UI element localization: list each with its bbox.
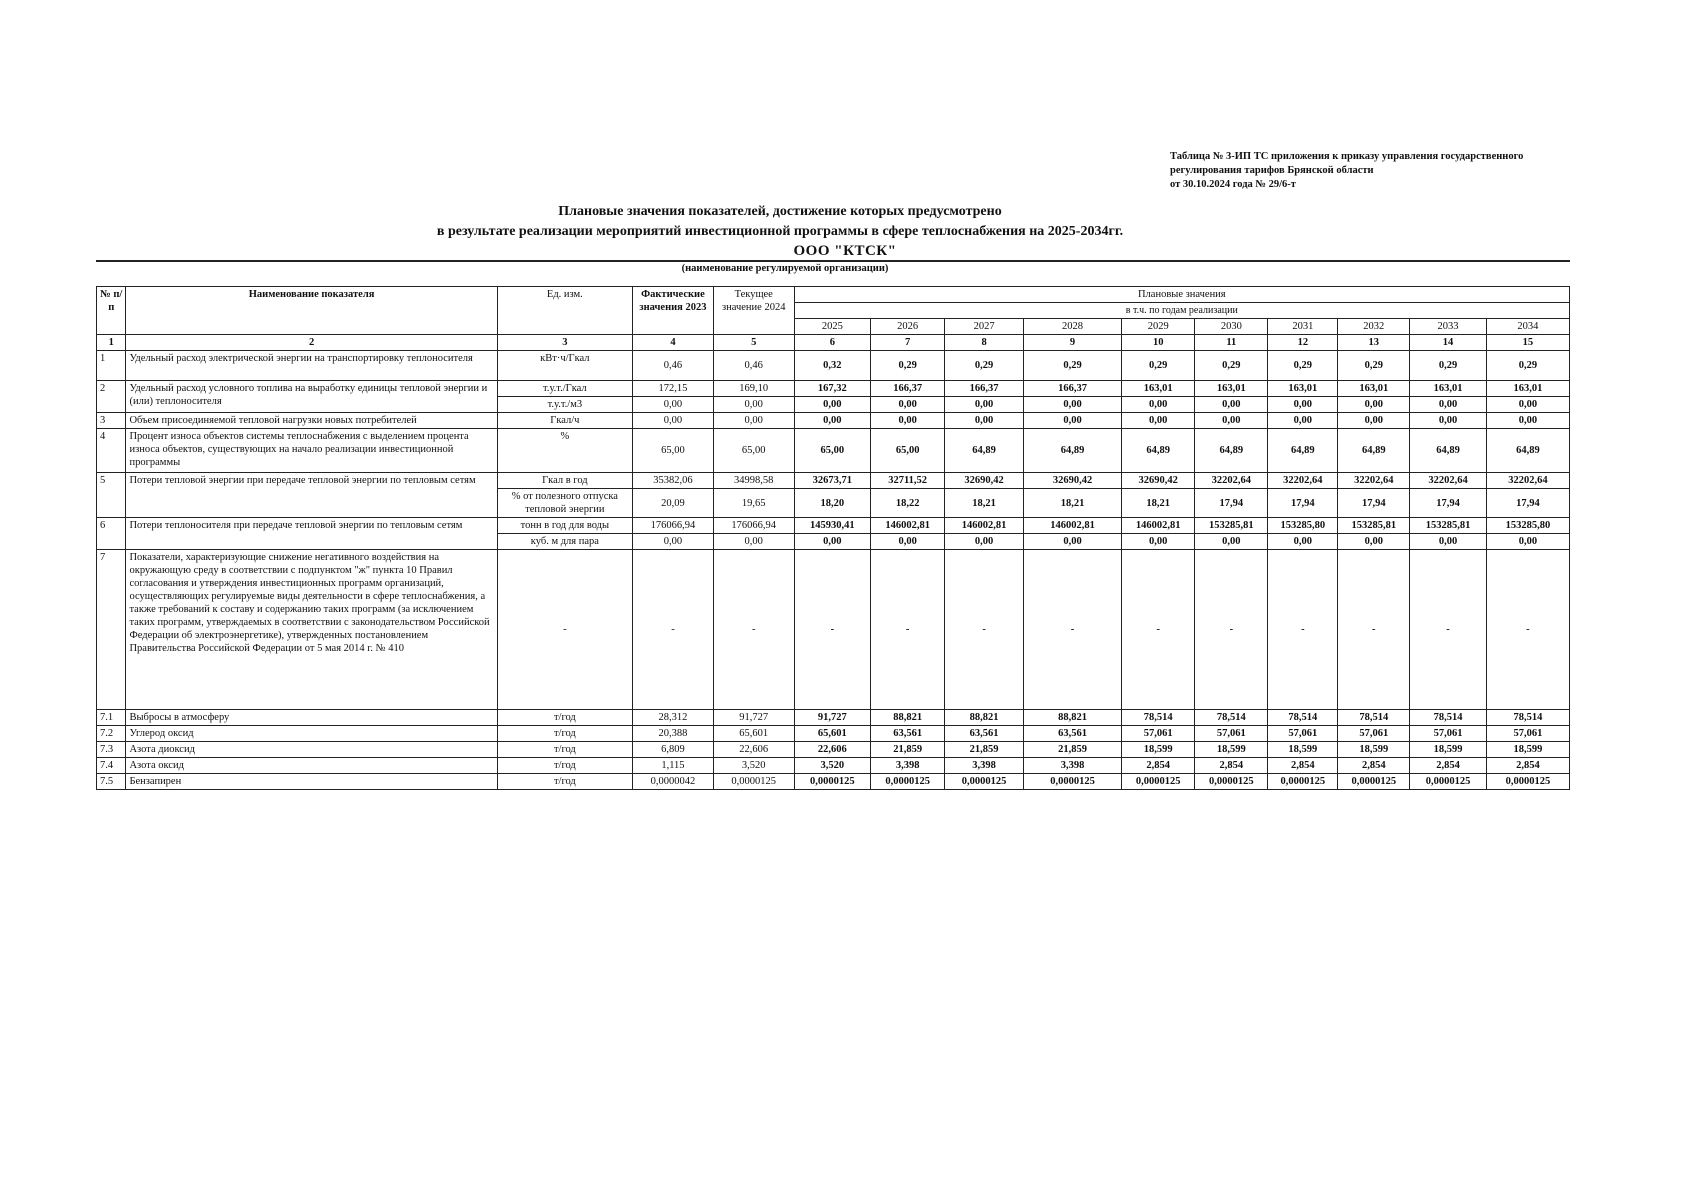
value-cell: - [633,550,714,710]
value-cell: - [1268,550,1338,710]
value-cell: 64,89 [1122,429,1195,473]
value-cell: 166,37 [871,381,945,397]
indicator-name: Выбросы в атмосферу [126,710,497,726]
value-cell: 57,061 [1195,726,1268,742]
value-cell: 0,46 [633,351,714,381]
value-cell: 0,0000125 [1486,774,1569,790]
value-cell: 78,514 [1410,710,1486,726]
table-row [97,429,1570,473]
unit-cell: кВт·ч/Гкал [497,351,632,381]
value-cell: 32673,71 [794,473,870,489]
value-cell: 18,22 [871,489,945,518]
unit-cell: т/год [497,742,632,758]
value-cell: 0,29 [1122,351,1195,381]
unit-cell: % [497,429,632,473]
value-cell: 18,599 [1268,742,1338,758]
value-cell: 78,514 [1268,710,1338,726]
value-cell: 18,21 [1023,489,1121,518]
document-title-line-1: Плановые значения показателей, достижение которых предусмотрено [558,204,1002,219]
value-cell: 0,0000125 [1122,774,1195,790]
value-cell: 146002,81 [945,518,1024,534]
indicator-name: Показатели, характеризующие снижение негативного воздействия на окружающую среду в соответствии с подпунктом "ж" пункта 10 Правил согласования и утверждения инвестиционных программ организаций, осуществляющих регулируемые виды деятельности в сфере теплоснабжения, а также требований к составу и содержанию таких программ (за исключением таких программ, утверждаемых в соответствии с законодательством Российской Федерации об электроэнергетике), утвержденных постановлением Правительства Российской Федерации от 5 мая 2014 г. № 410 [126,550,497,710]
value-cell: 18,21 [1122,489,1195,518]
value-cell: 0,00 [633,413,714,429]
header-column-number: 15 [1486,335,1569,351]
value-cell: 176066,94 [713,518,794,534]
value-cell: 163,01 [1195,381,1268,397]
value-cell: 20,388 [633,726,714,742]
value-cell: 2,854 [1410,758,1486,774]
value-cell: 169,10 [713,381,794,397]
value-cell: 0,00 [1486,413,1569,429]
value-cell: 2,854 [1195,758,1268,774]
value-cell: 65,601 [794,726,870,742]
value-cell: - [1122,550,1195,710]
value-cell: 0,00 [1410,534,1486,550]
value-cell: 28,312 [633,710,714,726]
header-column-number: 14 [1410,335,1486,351]
row-number: 7.1 [97,710,126,726]
value-cell: 163,01 [1410,381,1486,397]
row-number: 7.5 [97,774,126,790]
value-cell: 1,115 [633,758,714,774]
header-no: № п/п [97,287,126,335]
value-cell: 176066,94 [633,518,714,534]
value-cell: 0,29 [1268,351,1338,381]
table-row [97,518,1570,534]
value-cell: 0,0000125 [871,774,945,790]
value-cell: 0,00 [713,534,794,550]
table-body [97,351,1570,790]
value-cell: 153285,80 [1486,518,1569,534]
organization-name: ООО "КТСК" [793,243,897,259]
row-number: 7.4 [97,758,126,774]
header-year: 2025 [794,319,870,335]
value-cell: 18,599 [1122,742,1195,758]
row-number: 5 [97,473,126,518]
indicator-name: Бензапирен [126,774,497,790]
value-cell: 0,00 [794,534,870,550]
row-number: 3 [97,413,126,429]
value-cell: 0,0000125 [1268,774,1338,790]
value-cell: 0,0000125 [1023,774,1121,790]
value-cell: 0,00 [1023,534,1121,550]
value-cell: 17,94 [1268,489,1338,518]
table-row [97,473,1570,489]
value-cell: - [1338,550,1410,710]
header-by-years: в т.ч. по годам реализации [794,303,1569,319]
value-cell: 3,520 [713,758,794,774]
indicator-name: Азота оксид [126,758,497,774]
header-year: 2032 [1338,319,1410,335]
value-cell: 63,561 [871,726,945,742]
value-cell: 57,061 [1268,726,1338,742]
table-row [97,550,1570,710]
value-cell: 0,00 [1195,413,1268,429]
value-cell: 65,00 [794,429,870,473]
value-cell: 35382,06 [633,473,714,489]
value-cell: 0,00 [1195,397,1268,413]
value-cell: 0,29 [1338,351,1410,381]
value-cell: 32690,42 [1023,473,1121,489]
header-column-number: 11 [1195,335,1268,351]
value-cell: 0,00 [1268,534,1338,550]
value-cell: 0,0000125 [1410,774,1486,790]
header-year: 2031 [1268,319,1338,335]
header-column-number: 10 [1122,335,1195,351]
value-cell: 64,89 [1410,429,1486,473]
header-column-number: 8 [945,335,1024,351]
header-column-number: 6 [794,335,870,351]
value-cell: 146002,81 [871,518,945,534]
header-column-number: 12 [1268,335,1338,351]
header-year: 2033 [1410,319,1486,335]
order-reference-note [1170,150,1590,192]
header-name: Наименование показателя [126,287,497,335]
value-cell: 153285,81 [1338,518,1410,534]
value-cell: 3,398 [871,758,945,774]
value-cell: 0,00 [1122,413,1195,429]
value-cell: 78,514 [1122,710,1195,726]
value-cell: 32202,64 [1338,473,1410,489]
value-cell: 64,89 [1338,429,1410,473]
value-cell: 63,561 [945,726,1024,742]
table-row [97,774,1570,790]
header-current: Текущее значение 2024 [713,287,794,335]
order-reference-line-3: от 30.10.2024 года № 29/6-т [1170,179,1296,190]
unit-cell: т/год [497,726,632,742]
value-cell: - [945,550,1024,710]
header-year: 2026 [871,319,945,335]
value-cell: 145930,41 [794,518,870,534]
value-cell: 57,061 [1486,726,1569,742]
indicator-name: Азота диоксид [126,742,497,758]
value-cell: 0,00 [871,413,945,429]
value-cell: 3,398 [1023,758,1121,774]
header-column-number: 13 [1338,335,1410,351]
value-cell: - [713,550,794,710]
value-cell: 0,0000125 [1195,774,1268,790]
unit-cell: Гкал/ч [497,413,632,429]
row-number: 7.2 [97,726,126,742]
value-cell: - [871,550,945,710]
unit-cell: т.у.т./м3 [497,397,632,413]
value-cell: 0,00 [633,534,714,550]
unit-cell: т/год [497,710,632,726]
value-cell: 64,89 [1023,429,1121,473]
value-cell: 32202,64 [1410,473,1486,489]
value-cell: 153285,80 [1268,518,1338,534]
value-cell: 163,01 [1268,381,1338,397]
value-cell: 65,00 [871,429,945,473]
value-cell: 22,606 [713,742,794,758]
header-year: 2034 [1486,319,1569,335]
value-cell: 18,599 [1338,742,1410,758]
value-cell: 18,599 [1486,742,1569,758]
header-column-numbers-row [97,335,1570,351]
value-cell: 3,520 [794,758,870,774]
header-year: 2027 [945,319,1024,335]
header-year: 2030 [1195,319,1268,335]
value-cell: 0,0000125 [713,774,794,790]
row-number: 4 [97,429,126,473]
value-cell: 166,37 [945,381,1024,397]
value-cell: 18,21 [945,489,1024,518]
unit-cell: т/год [497,774,632,790]
value-cell: 64,89 [1268,429,1338,473]
unit-cell: т/год [497,758,632,774]
row-number: 7.3 [97,742,126,758]
value-cell: 32711,52 [871,473,945,489]
value-cell: 0,29 [1195,351,1268,381]
value-cell: 21,859 [945,742,1024,758]
value-cell: 163,01 [1122,381,1195,397]
value-cell: 17,94 [1486,489,1569,518]
value-cell: 0,0000125 [1338,774,1410,790]
table-row [97,710,1570,726]
document-title-line-2: в результате реализации мероприятий инвестиционной программы в сфере теплоснабжения на 2025-2034гг. [436,224,1124,239]
unit-cell: тонн в год для воды [497,518,632,534]
indicator-name: Удельный расход условного топлива на выработку единицы тепловой энергии и (или) теплоносителя [126,381,497,413]
header-column-number: 1 [97,335,126,351]
value-cell: 0,00 [1338,397,1410,413]
value-cell: 0,00 [945,413,1024,429]
header-year: 2029 [1122,319,1195,335]
table-row [97,413,1570,429]
unit-cell: - [497,550,632,710]
value-cell: 0,32 [794,351,870,381]
table-row [97,726,1570,742]
value-cell: 0,00 [1023,397,1121,413]
value-cell: 163,01 [1486,381,1569,397]
value-cell: 65,601 [713,726,794,742]
value-cell: 64,89 [1195,429,1268,473]
value-cell: 172,15 [633,381,714,397]
value-cell: 18,20 [794,489,870,518]
value-cell: - [1195,550,1268,710]
value-cell: 0,00 [1122,397,1195,413]
header-column-number: 5 [713,335,794,351]
header-column-number: 7 [871,335,945,351]
value-cell: 20,09 [633,489,714,518]
value-cell: 0,00 [871,397,945,413]
value-cell: 78,514 [1486,710,1569,726]
organization-underline [96,260,1570,262]
value-cell: 0,00 [871,534,945,550]
order-reference-line-1: Таблица № 3-ИП ТС приложения к приказу управления государственного [1170,151,1524,162]
value-cell: 0,00 [794,397,870,413]
indicators-table [96,286,1570,790]
indicator-name: Потери теплоносителя при передаче тепловой энергии по тепловым сетям [126,518,497,550]
value-cell: - [794,550,870,710]
value-cell: 2,854 [1486,758,1569,774]
value-cell: 0,00 [1410,413,1486,429]
value-cell: - [1486,550,1569,710]
value-cell: 57,061 [1410,726,1486,742]
row-number: 1 [97,351,126,381]
table-row [97,742,1570,758]
value-cell: 63,561 [1023,726,1121,742]
value-cell: 0,00 [794,413,870,429]
header-column-number: 9 [1023,335,1121,351]
value-cell: 18,599 [1410,742,1486,758]
value-cell: 0,00 [1023,413,1121,429]
header-column-number: 3 [497,335,632,351]
value-cell: 146002,81 [1122,518,1195,534]
value-cell: 64,89 [1486,429,1569,473]
value-cell: 21,859 [1023,742,1121,758]
value-cell: 146002,81 [1023,518,1121,534]
order-reference-line-2: регулирования тарифов Брянской области [1170,165,1374,176]
value-cell: 34998,58 [713,473,794,489]
value-cell: 166,37 [1023,381,1121,397]
value-cell: 0,00 [1338,413,1410,429]
value-cell: 32690,42 [945,473,1024,489]
value-cell: 78,514 [1338,710,1410,726]
value-cell: 0,29 [871,351,945,381]
value-cell: 64,89 [945,429,1024,473]
value-cell: 91,727 [713,710,794,726]
value-cell: 88,821 [871,710,945,726]
value-cell: 0,46 [713,351,794,381]
value-cell: 78,514 [1195,710,1268,726]
unit-cell: куб. м для пара [497,534,632,550]
value-cell: 2,854 [1122,758,1195,774]
unit-cell: Гкал в год [497,473,632,489]
value-cell: 0,00 [633,397,714,413]
value-cell: 57,061 [1338,726,1410,742]
value-cell: 2,854 [1338,758,1410,774]
value-cell: 0,00 [1338,534,1410,550]
table-header [97,287,1570,351]
row-number: 7 [97,550,126,710]
value-cell: 0,00 [1268,413,1338,429]
value-cell: 22,606 [794,742,870,758]
value-cell: 32202,64 [1486,473,1569,489]
value-cell: 167,32 [794,381,870,397]
value-cell: 0,00 [945,534,1024,550]
value-cell: 91,727 [794,710,870,726]
value-cell: 0,29 [945,351,1024,381]
value-cell: 0,00 [1122,534,1195,550]
header-column-number: 4 [633,335,714,351]
value-cell: 65,00 [713,429,794,473]
value-cell: - [1023,550,1121,710]
table-row [97,351,1570,381]
value-cell: 0,00 [945,397,1024,413]
row-number: 6 [97,518,126,550]
indicator-name: Потери тепловой энергии при передаче тепловой энергии по тепловым сетям [126,473,497,518]
value-cell: 0,29 [1023,351,1121,381]
header-actual: Фактические значения 2023 [633,287,714,335]
value-cell: 0,00 [713,397,794,413]
indicator-name: Углерод оксид [126,726,497,742]
value-cell: 32690,42 [1122,473,1195,489]
indicator-name: Объем присоединяемой тепловой нагрузки новых потребителей [126,413,497,429]
value-cell: 0,29 [1486,351,1569,381]
value-cell: 17,94 [1195,489,1268,518]
value-cell: 21,859 [871,742,945,758]
value-cell: 0,0000125 [794,774,870,790]
value-cell: 32202,64 [1195,473,1268,489]
header-column-number: 2 [126,335,497,351]
value-cell: 0,00 [1268,397,1338,413]
unit-cell: % от полезного отпуска тепловой энергии [497,489,632,518]
value-cell: 153285,81 [1410,518,1486,534]
table-row [97,758,1570,774]
value-cell: - [1410,550,1486,710]
value-cell: 17,94 [1410,489,1486,518]
value-cell: 0,00 [1486,534,1569,550]
indicator-name: Удельный расход электрической энергии на транспортировку теплоносителя [126,351,497,381]
value-cell: 0,0000042 [633,774,714,790]
value-cell: 0,0000125 [945,774,1024,790]
value-cell: 163,01 [1338,381,1410,397]
unit-cell: т.у.т./Гкал [497,381,632,397]
value-cell: 153285,81 [1195,518,1268,534]
value-cell: 3,398 [945,758,1024,774]
value-cell: 17,94 [1338,489,1410,518]
organization-caption: (наименование регулируемой организации) [681,263,889,274]
value-cell: 0,29 [1410,351,1486,381]
value-cell: 57,061 [1122,726,1195,742]
value-cell: 19,65 [713,489,794,518]
value-cell: 0,00 [713,413,794,429]
header-planned: Плановые значения [794,287,1569,303]
header-unit: Ед. изм. [497,287,632,335]
table-row [97,381,1570,397]
row-number: 2 [97,381,126,413]
value-cell: 18,599 [1195,742,1268,758]
value-cell: 88,821 [1023,710,1121,726]
value-cell: 6,809 [633,742,714,758]
value-cell: 32202,64 [1268,473,1338,489]
value-cell: 2,854 [1268,758,1338,774]
value-cell: 0,00 [1195,534,1268,550]
value-cell: 0,00 [1486,397,1569,413]
indicator-name: Процент износа объектов системы теплоснабжения с выделением процента износа объектов, существующих на начало реализации инвестиционной программы [126,429,497,473]
value-cell: 65,00 [633,429,714,473]
header-year: 2028 [1023,319,1121,335]
value-cell: 88,821 [945,710,1024,726]
value-cell: 0,00 [1410,397,1486,413]
